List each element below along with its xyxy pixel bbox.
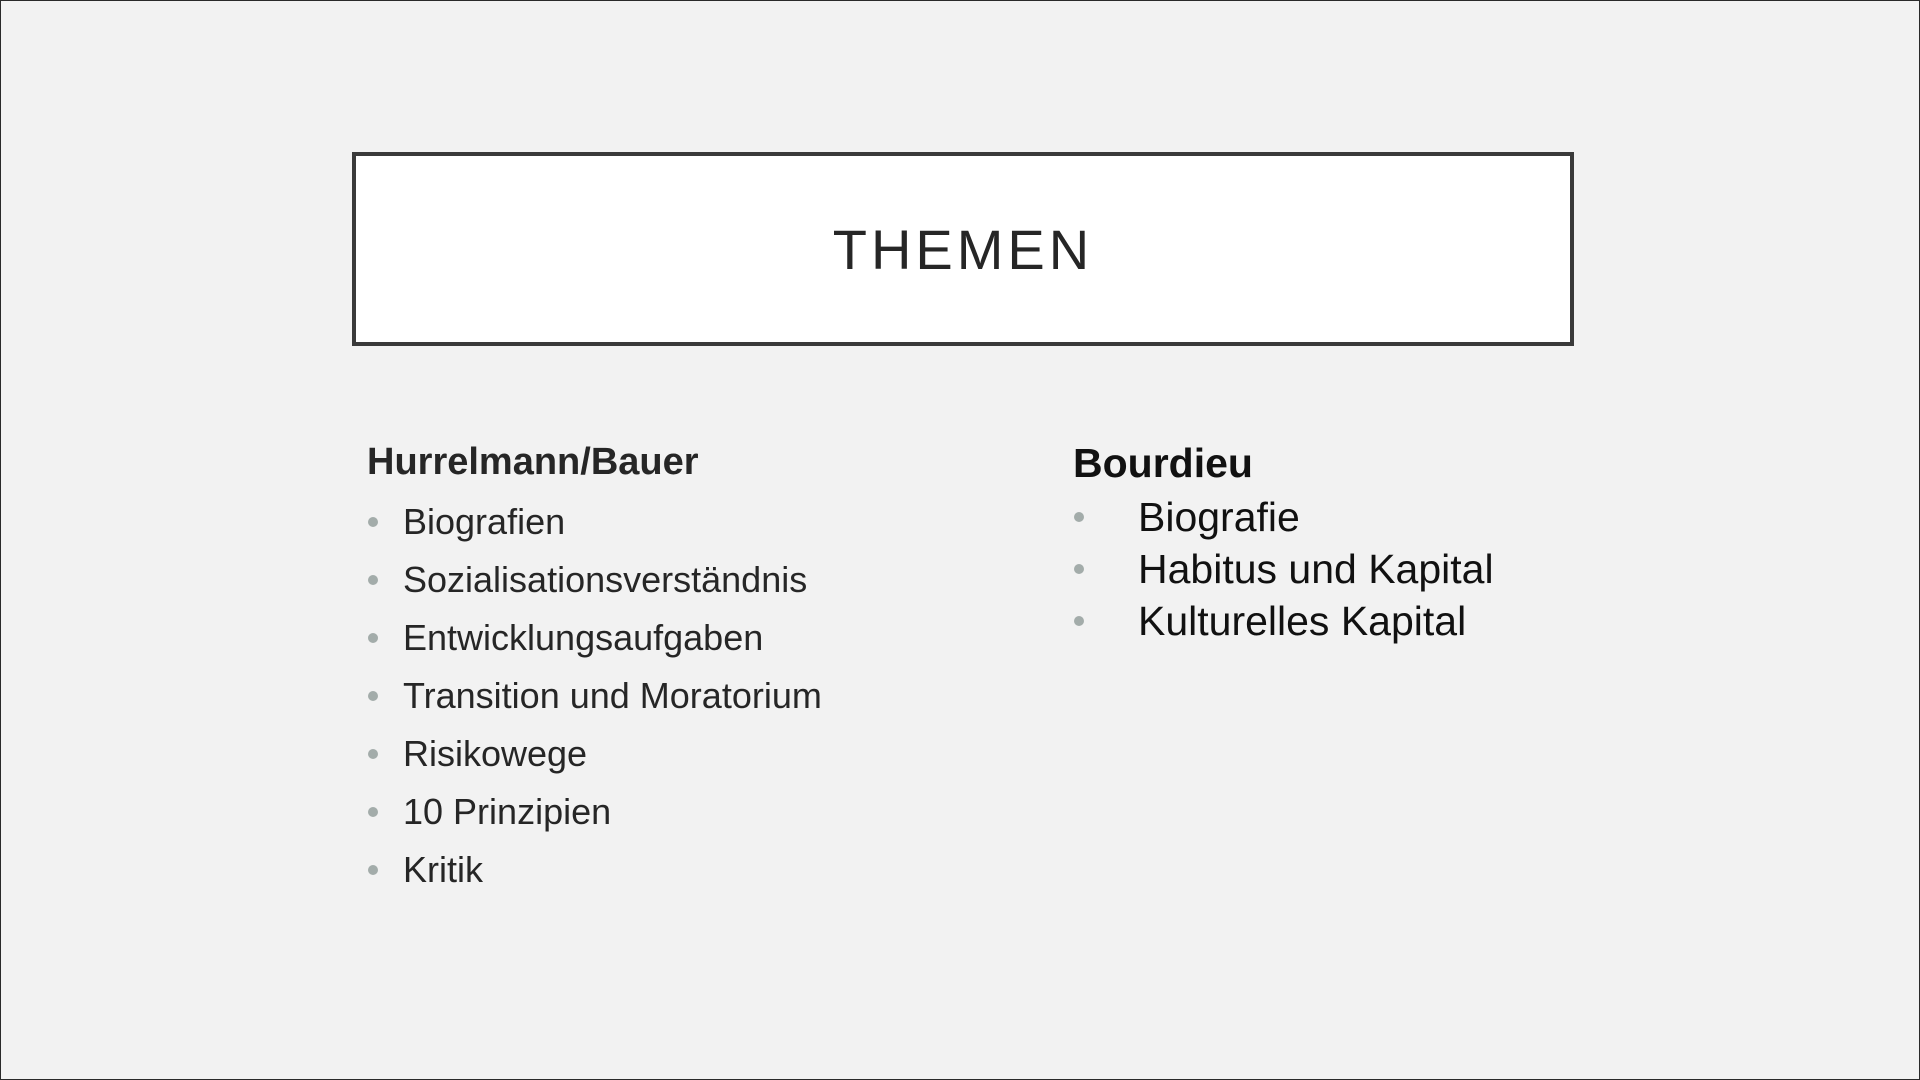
slide-title: THEMEN bbox=[832, 217, 1094, 281]
title-box bbox=[352, 152, 1574, 346]
right-column bbox=[1073, 435, 1673, 647]
list-item bbox=[1073, 595, 1673, 647]
list-item-label: 10 Prinzipien bbox=[403, 791, 612, 832]
list-item-label: Biografien bbox=[403, 501, 566, 542]
list-item bbox=[367, 551, 1007, 609]
list-item bbox=[1073, 491, 1673, 543]
bullet-dot-icon bbox=[1074, 616, 1084, 626]
left-column bbox=[367, 435, 1007, 899]
left-column-list bbox=[367, 493, 1007, 899]
right-column-heading: Bourdieu bbox=[1073, 440, 1253, 486]
list-item-label: Risikowege bbox=[403, 733, 588, 774]
list-item-label: Habitus und Kapital bbox=[1138, 546, 1494, 592]
list-item-label: Kritik bbox=[403, 849, 483, 890]
list-item-label: Kulturelles Kapital bbox=[1138, 598, 1467, 644]
bullet-dot-icon bbox=[1074, 564, 1084, 574]
list-item bbox=[367, 609, 1007, 667]
bullet-dot-icon bbox=[1074, 512, 1084, 522]
right-column-list bbox=[1073, 491, 1673, 647]
list-item bbox=[367, 841, 1007, 899]
bullet-dot-icon bbox=[368, 633, 378, 643]
list-item bbox=[367, 725, 1007, 783]
list-item bbox=[367, 493, 1007, 551]
bullet-dot-icon bbox=[368, 575, 378, 585]
list-item-label: Entwicklungsaufgaben bbox=[403, 617, 764, 658]
bullet-dot-icon bbox=[368, 691, 378, 701]
bullet-dot-icon bbox=[368, 749, 378, 759]
bullet-dot-icon bbox=[368, 807, 378, 817]
left-column-heading: Hurrelmann/Bauer bbox=[367, 441, 699, 483]
bullet-dot-icon bbox=[368, 517, 378, 527]
bullet-dot-icon bbox=[368, 865, 378, 875]
list-item-label: Sozialisationsverständnis bbox=[403, 559, 808, 600]
list-item bbox=[1073, 543, 1673, 595]
list-item bbox=[367, 783, 1007, 841]
list-item-label: Transition und Moratorium bbox=[403, 675, 822, 716]
list-item-label: Biografie bbox=[1138, 494, 1300, 540]
list-item bbox=[367, 667, 1007, 725]
